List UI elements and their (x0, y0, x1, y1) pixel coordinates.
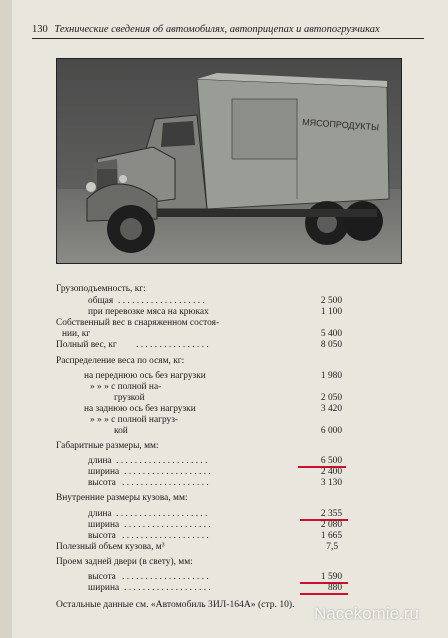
inner-heading: Внутренние размеры кузова, мм: (56, 493, 188, 503)
curb-weight-label-1: Собственный вес в снаряженном состоя- (56, 318, 220, 328)
door-height-label: высота (88, 572, 116, 582)
leader-dots: . . . . . . . . . . . . . . . . . . . (122, 478, 209, 488)
front-full-label-2: грузкой (114, 393, 145, 403)
payload-hooks-label: при перевозке мяса на крюках (88, 307, 209, 317)
front-full-value: 2 050 (320, 393, 342, 403)
rear-empty-label: на заднюю ось без нагрузки (84, 404, 196, 414)
leader-dots: . . . . . . . . . . . . . . . . . . . (124, 467, 211, 477)
leader-dots: . . . . . . . . . . . . . . . . (136, 340, 209, 350)
front-full-label-1: » » » с полной на- (90, 382, 162, 392)
inner-length-value: 2 355 (320, 509, 342, 519)
leader-dots: . . . . . . . . . . . . . . . . . . . . (116, 509, 208, 519)
rear-empty-value: 3 420 (320, 404, 342, 414)
truck-illustration (57, 59, 401, 263)
front-empty-value: 1 980 (320, 371, 342, 381)
front-empty-label: на переднюю ось без нагрузки (84, 371, 206, 381)
gross-weight-value: 8 050 (320, 340, 342, 350)
door-heading: Проем задней двери (в свету), мм: (56, 557, 193, 567)
inner-width-value: 2 080 (320, 520, 342, 530)
leader-dots: . . . . . . . . . . . . . . . . . . . . (116, 456, 208, 466)
door-height-value: 1 590 (320, 572, 342, 582)
leader-dots: . . . . . . . . . . . . . . . . . . . (124, 583, 211, 593)
dims-height-label: высота (88, 478, 116, 488)
dims-length-value: 6 500 (320, 456, 342, 466)
inner-width-label: ширина (88, 520, 120, 530)
footer-note: Остальные данные см. «Автомобиль ЗИЛ-164А» (стр. 10). (56, 599, 295, 610)
dims-height-value: 3 130 (320, 478, 342, 488)
running-title: Технические сведения об автомобилях, автоприцепах и автопогрузчиках (54, 24, 380, 35)
rear-full-value: 6 000 (320, 426, 342, 436)
leader-dots: . . . . . . . . . . . . . . . . . . . (118, 296, 205, 306)
volume-value: 7,5 (326, 542, 338, 552)
dims-width-label: ширина (88, 467, 120, 477)
watermark: Nacekomie.ru (314, 604, 419, 623)
dims-length-label: длина (88, 456, 112, 466)
door-width-value: 880 (327, 583, 342, 593)
truck-photo (56, 58, 402, 264)
door-width-label: ширина (88, 583, 120, 593)
curb-weight-label-2: нии, кг (62, 329, 91, 339)
truck-sign-text: МЯСОПРОДУКТЫ (301, 117, 380, 133)
leader-dots: . . . . . . . . . . . . . . . . . . . (124, 520, 211, 530)
payload-heading: Грузоподъемность, кг: (56, 284, 146, 294)
book-page (12, 0, 448, 638)
leader-dots: . . . . . . . . . . . . . . . . . . . (122, 572, 209, 582)
gross-weight-label: Полный вес, кг (56, 340, 117, 350)
rear-full-label-2: кой (114, 426, 128, 436)
page-header (32, 24, 424, 39)
inner-length-label: длина (88, 509, 112, 519)
leader-dots: . . . . . . . . . . . . . . . . . . . (122, 531, 209, 541)
rear-full-label-1: » » » с полной нагруз- (90, 415, 179, 425)
payload-total-label: общая (88, 296, 114, 306)
red-underline (300, 593, 348, 595)
payload-hooks-value: 1 100 (320, 307, 342, 317)
volume-label: Полезный объем кузова, м³ (56, 542, 165, 552)
inner-height-value: 1 665 (320, 531, 342, 541)
dims-heading: Габаритные размеры, мм: (56, 441, 159, 451)
axle-heading: Распределение веса по осям, кг: (56, 356, 185, 366)
page-number: 130 (32, 24, 48, 35)
dims-width-value: 2 400 (320, 467, 342, 477)
inner-height-label: высота (88, 531, 116, 541)
curb-weight-value: 5 400 (320, 329, 342, 339)
payload-total-value: 2 500 (320, 296, 342, 306)
